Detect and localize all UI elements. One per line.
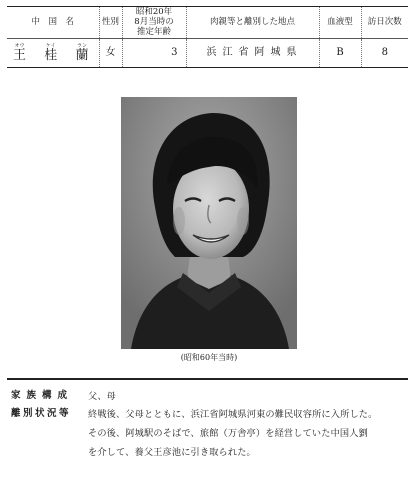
- record-table: [7, 6, 408, 68]
- name-ruby: オウ: [14, 42, 25, 49]
- header-blood-type: [319, 7, 361, 39]
- age-value: 3: [171, 46, 178, 58]
- portrait-photo: [121, 97, 297, 349]
- header-visit-count: [361, 7, 408, 39]
- age-cell: [122, 38, 186, 67]
- family-composition-label: [11, 390, 91, 402]
- separation-circumstances-label: [11, 408, 91, 420]
- section-divider: [7, 378, 408, 380]
- table-data-row: [7, 38, 408, 67]
- name-char: [13, 43, 26, 63]
- header-separation-place: [186, 7, 319, 39]
- header-age-line-1: 昭和20年: [135, 7, 173, 18]
- chinese-name-cell: [7, 38, 99, 67]
- family-composition-value: 父、母: [88, 391, 117, 402]
- header-chinese-name: [7, 7, 99, 39]
- name-ruby: ラン: [76, 42, 87, 49]
- table-header-row: [7, 7, 408, 39]
- family-composition-label-text: 家族構成: [11, 390, 74, 401]
- separation-circumstances-label-text: 離別状況等: [11, 408, 72, 419]
- name-ruby: ケイ: [45, 42, 56, 49]
- header-visit-count-label: 訪日次数: [367, 17, 402, 28]
- name-kanji: 王: [13, 47, 27, 63]
- header-blood-type-label: 血液型: [327, 17, 353, 28]
- circumstances-line: を介して、養父王彦池に引き取られた。: [88, 447, 256, 458]
- header-estimated-age: [122, 7, 186, 39]
- header-sex: [99, 7, 122, 39]
- circumstances-line: その後、阿城駅のそばで、旅館（万舎亭）を経営していた中国人劉: [88, 428, 368, 439]
- separation-place-value: 浜江省阿城県: [186, 38, 319, 67]
- header-age-line-2: 8月当時の: [134, 17, 174, 28]
- header-separation-place-label: 肉親等と離別した地点: [209, 17, 295, 28]
- name-kanji: 桂: [44, 47, 58, 63]
- header-chinese-name-label: 中 国 名: [31, 17, 74, 28]
- name-char: [75, 43, 88, 63]
- circumstances-line: 終戦後、父母とともに、浜江省阿城県河東の難民収容所に入所した。: [88, 409, 378, 420]
- chinese-name: [7, 43, 99, 63]
- portrait-image: [121, 97, 297, 349]
- name-char: [44, 43, 57, 63]
- photo-caption: (昭和60年当時): [180, 353, 238, 362]
- visit-count-value: 8: [361, 38, 408, 67]
- sex-value: 女: [99, 38, 122, 67]
- header-age-line-3: 推定年齢: [136, 27, 171, 38]
- header-sex-label: 性別: [101, 17, 119, 28]
- separation-circumstances-text: [88, 405, 410, 462]
- blood-type-value: B: [319, 38, 361, 67]
- name-kanji: 蘭: [75, 47, 89, 63]
